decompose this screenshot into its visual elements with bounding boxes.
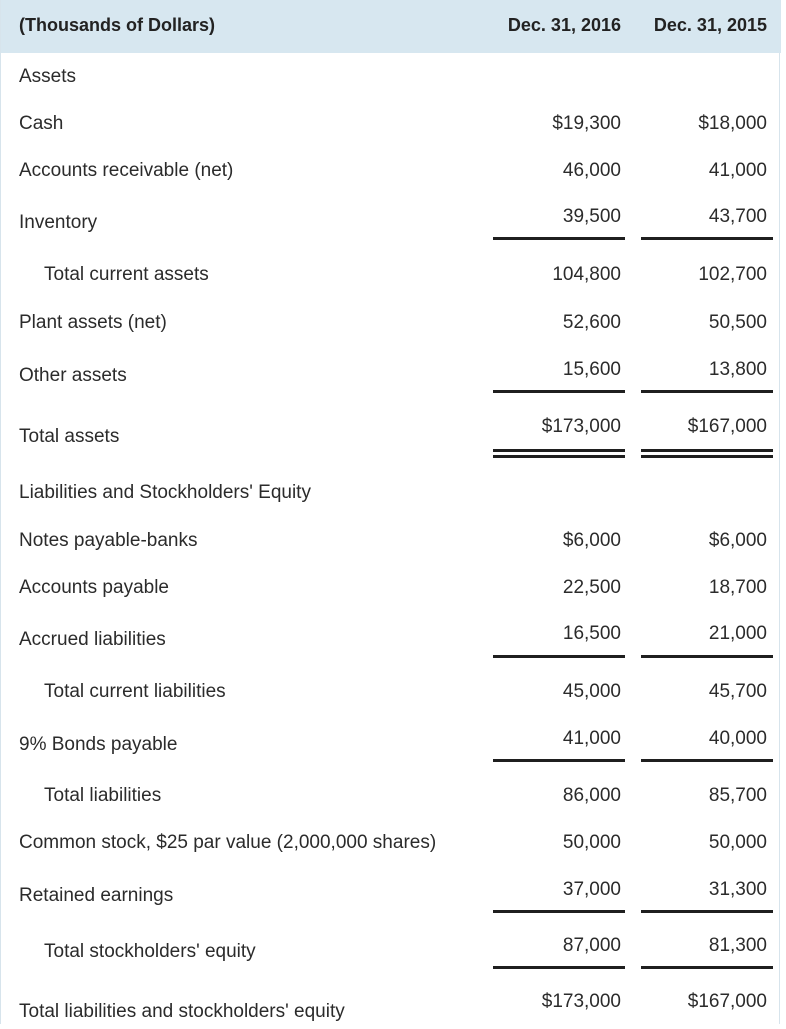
value-2016: 50,000: [562, 832, 621, 853]
table-row: [1, 577, 781, 605]
value-2015: 45,700: [708, 681, 767, 702]
value-2016: 22,500: [562, 577, 621, 598]
table-row: [1, 832, 781, 860]
value-2016: $6,000: [562, 530, 621, 551]
value-2016: 104,800: [552, 264, 621, 285]
subtotal-rule: [493, 655, 625, 658]
row-label: Cash: [19, 113, 64, 134]
value-2015: $18,000: [698, 113, 767, 134]
value-2015: 21,000: [708, 623, 767, 644]
column-header-2016: Dec. 31, 2016: [507, 15, 621, 35]
value-2016: 39,500: [562, 206, 621, 227]
table-row: [1, 206, 781, 240]
value-2016: $173,000: [541, 991, 621, 1012]
value-2016: 52,600: [562, 312, 621, 333]
row-label: Common stock, $25 par value (2,000,000 shares): [19, 832, 437, 853]
table-row: [1, 312, 781, 340]
row-label: Total current assets: [44, 264, 209, 285]
section-title: Liabilities and Stockholders' Equity: [19, 482, 311, 503]
total-double-rule: [641, 449, 773, 458]
value-2015: 31,300: [708, 879, 767, 900]
value-2015: 50,500: [708, 312, 767, 333]
table-row: [1, 359, 781, 393]
subtotal-rule: [493, 910, 625, 913]
table-row: [1, 879, 781, 913]
value-2015: 13,800: [708, 359, 767, 380]
row-label: Notes payable-banks: [19, 530, 198, 551]
value-2015: 41,000: [708, 160, 767, 181]
subtotal-rule: [641, 655, 773, 658]
row-label: Retained earnings: [19, 885, 174, 906]
row-label: Accounts payable: [19, 577, 169, 598]
value-2015: 102,700: [698, 264, 767, 285]
row-label: Accrued liabilities: [19, 629, 166, 650]
table-row: [1, 160, 781, 188]
row-label: Inventory: [19, 212, 98, 233]
subtotal-rule: [641, 237, 773, 240]
units-header: (Thousands of Dollars): [19, 15, 216, 35]
value-2015: 50,000: [708, 832, 767, 853]
value-2016: 46,000: [562, 160, 621, 181]
column-header-2015: Dec. 31, 2015: [653, 15, 767, 35]
subtotal-rule: [641, 390, 773, 393]
row-label: Total stockholders' equity: [44, 941, 256, 962]
table-row: [1, 113, 781, 141]
subtotal-rule: [493, 966, 625, 969]
value-2015: $6,000: [708, 530, 767, 551]
row-label: Total liabilities: [44, 785, 162, 806]
table-row: [1, 530, 781, 558]
value-2015: 18,700: [708, 577, 767, 598]
subtotal-rule: [641, 910, 773, 913]
value-2015: 43,700: [708, 206, 767, 227]
row-label: Total current liabilities: [44, 681, 226, 702]
value-2016: 15,600: [562, 359, 621, 380]
value-2016: 16,500: [562, 623, 621, 644]
row-label: Plant assets (net): [19, 312, 167, 333]
subtotal-rule: [493, 390, 625, 393]
subtotal-rule: [493, 237, 625, 240]
value-2015: $167,000: [687, 416, 767, 437]
table-header: [1, 0, 781, 53]
row-label: Accounts receivable (net): [19, 160, 234, 181]
table-row: [1, 785, 781, 813]
value-2015: 81,300: [708, 935, 767, 956]
table-row: [1, 935, 781, 969]
value-2015: $167,000: [687, 991, 767, 1012]
row-label: 9% Bonds payable: [19, 734, 178, 755]
value-2016: $173,000: [541, 416, 621, 437]
row-label: Total assets: [19, 426, 120, 447]
value-2016: $19,300: [552, 113, 621, 134]
section-liabilities-equity: [1, 482, 781, 510]
subtotal-rule: [493, 759, 625, 762]
table-row: [1, 264, 781, 292]
section-assets: [1, 66, 781, 94]
table-row: [1, 728, 781, 762]
table-row: [1, 681, 781, 709]
table-row: [1, 991, 781, 1029]
subtotal-rule: [641, 759, 773, 762]
section-title: Assets: [19, 66, 77, 87]
total-double-rule: [493, 449, 625, 458]
value-2016: 45,000: [562, 681, 621, 702]
subtotal-rule: [641, 966, 773, 969]
row-label: Other assets: [19, 365, 127, 386]
value-2016: 87,000: [562, 935, 621, 956]
value-2016: 86,000: [562, 785, 621, 806]
value-2016: 37,000: [562, 879, 621, 900]
value-2016: 41,000: [562, 728, 621, 749]
value-2015: 85,700: [708, 785, 767, 806]
row-label: Total liabilities and stockholders' equity: [19, 1001, 345, 1022]
table-row: [1, 623, 781, 657]
value-2015: 40,000: [708, 728, 767, 749]
